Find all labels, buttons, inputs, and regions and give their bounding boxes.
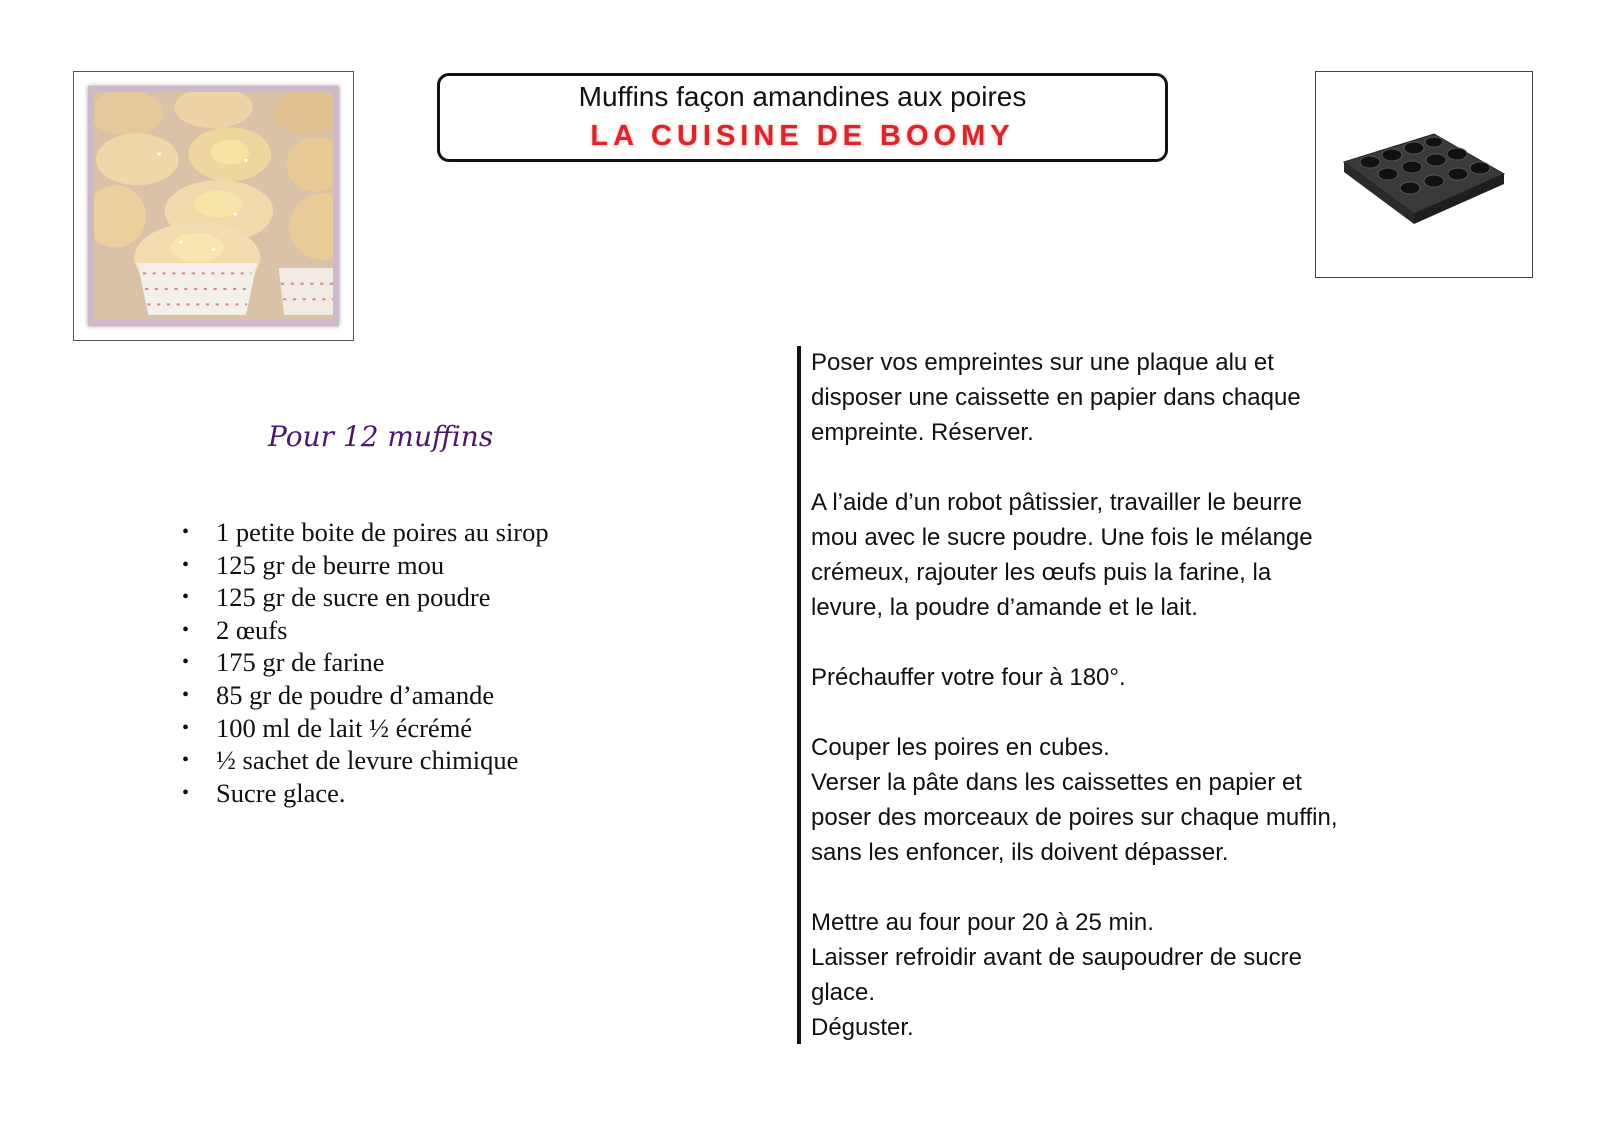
ingredient-item: • 125 gr de sucre en poudre bbox=[176, 581, 549, 614]
ingredient-item: • 175 gr de farine bbox=[176, 646, 549, 679]
ingredient-item: • 85 gr de poudre d’amande bbox=[176, 679, 549, 712]
ingredient-item: • 125 gr de beurre mou bbox=[176, 549, 549, 582]
instruction-step: Mettre au four pour 20 à 25 min. Laisser refroidir avant de saupoudrer de sucre glace. Déguster. bbox=[811, 909, 1302, 1041]
ingredient-item: • 2 œufs bbox=[176, 614, 549, 647]
instruction-step: A l’aide d’un robot pâtissier, travailler le beurre mou avec le sucre poudre. Une fois le mélange crémeux, rajouter les œufs puis la farine, la levure, la poudre d’amande et le lait. bbox=[811, 489, 1313, 621]
instructions bbox=[811, 345, 1431, 1080]
ingredient-item: • Sucre glace. bbox=[176, 777, 549, 810]
ingredient-item: • 100 ml de lait ½ écrémé bbox=[176, 712, 549, 745]
column-divider bbox=[797, 346, 801, 1044]
instruction-step: Préchauffer votre four à 180°. bbox=[811, 664, 1126, 691]
ingredient-item: • 1 petite boite de poires au sirop bbox=[176, 516, 549, 549]
silicone-muffin-mold-icon bbox=[1342, 132, 1506, 224]
muffins-photo-icon bbox=[94, 92, 333, 320]
recipe-title: Muffins façon amandines aux poires bbox=[578, 81, 1027, 112]
mold-photo-frame bbox=[1315, 71, 1533, 278]
ingredients-list bbox=[176, 516, 549, 809]
servings-label: Pour 12 muffins bbox=[268, 420, 494, 453]
muffins-photo-frame bbox=[73, 71, 354, 341]
instruction-step: Couper les poires en cubes. Verser la pâte dans les caissettes en papier et poser des morceaux de poires sur chaque muffin, sans les enfoncer, ils doivent dépasser. bbox=[811, 734, 1338, 866]
title-box bbox=[437, 73, 1168, 162]
blog-name: LA CUISINE DE BOOMY bbox=[590, 120, 1015, 152]
instruction-step: Poser vos empreintes sur une plaque alu et disposer une caissette en papier dans chaque empreinte. Réserver. bbox=[811, 349, 1301, 446]
ingredient-item: • ½ sachet de levure chimique bbox=[176, 744, 549, 777]
muffins-photo bbox=[88, 86, 339, 326]
